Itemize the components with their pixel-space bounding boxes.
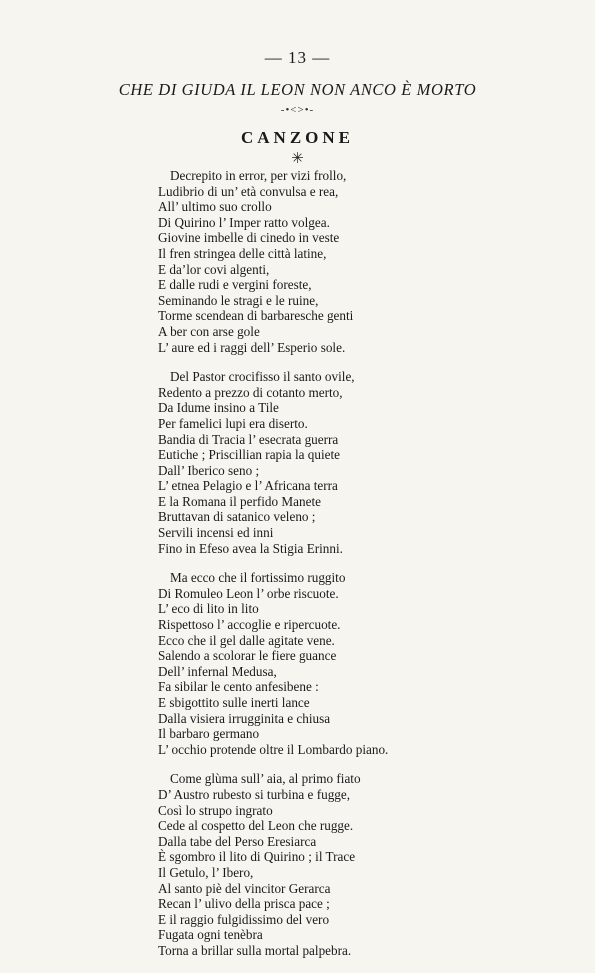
poem-line: Dalla visiera irrugginita e chiusa bbox=[158, 710, 331, 726]
poem-line: Al santo piè del vincitor Gerarca bbox=[158, 880, 331, 896]
poem-line: Come glùma sull’ aia, al primo fiato bbox=[170, 771, 361, 787]
poem-line: Dalla tabe del Perso Eresiarca bbox=[158, 833, 317, 849]
poem-line: È sgombro il lito di Quirino ; il Trace bbox=[158, 849, 356, 865]
rule-ornament: -•<>•- bbox=[280, 104, 315, 116]
poem-line: Fino in Efeso avea la Stigia Erinni. bbox=[158, 540, 343, 556]
poem-line: Bandia di Tracia l’ esecrata guerra bbox=[158, 431, 339, 447]
poem-body bbox=[158, 168, 578, 973]
poem-line: Dall’ Iberico seno ; bbox=[158, 462, 260, 478]
poem-line: E da’lor covi algenti, bbox=[158, 261, 270, 277]
stanza-1 bbox=[158, 168, 578, 355]
poem-line: E la Romana il perfido Manete bbox=[158, 493, 321, 509]
poem-line: E il raggio fulgidissimo del vero bbox=[158, 911, 330, 927]
poem-line: Seminando le stragi e le ruine, bbox=[158, 292, 319, 308]
poem-line: Di Romuleo Leon l’ orbe riscuote. bbox=[158, 585, 339, 601]
poem-line: D’ Austro rubesto si turbina e fugge, bbox=[158, 786, 351, 802]
poem-line: L’ aure ed i raggi dell’ Esperio sole. bbox=[158, 339, 346, 355]
poem-line: Redento a prezzo di cotanto merto, bbox=[158, 384, 343, 400]
poem-line: Da Idume insino a Tile bbox=[158, 400, 279, 416]
poem-line: Cede al cospetto del Leon che rugge. bbox=[158, 818, 354, 834]
poem-line: L’ etnea Pelagio e l’ Africana terra bbox=[158, 478, 338, 494]
poem-line: All’ ultimo suo crollo bbox=[158, 199, 272, 215]
poem-line: Torme scendean di barbaresche genti bbox=[158, 308, 354, 324]
poem-line: Rispettoso l’ accoglie e ripercuote. bbox=[158, 617, 341, 633]
poem-line: Il fren stringea delle città latine, bbox=[158, 245, 327, 261]
star-ornament-icon: ✳ bbox=[291, 151, 304, 167]
poem-line: Salendo a scolorar le fiere guance bbox=[158, 648, 337, 664]
poem-line: A ber con arse gole bbox=[158, 323, 260, 339]
poem-line: E sbigottito sulle inerti lance bbox=[158, 695, 310, 710]
poem-line: Fa sibilar le cento anfesibene : bbox=[158, 679, 319, 695]
poem-line: Ecco che il gel dalle agitate vene. bbox=[158, 632, 335, 648]
poem-line: Eutiche ; Priscillian rapia la quiete bbox=[158, 447, 340, 463]
poem-line: Recan l’ ulivo della prisca pace ; bbox=[158, 896, 330, 912]
stanza-2 bbox=[158, 369, 578, 556]
poem-line: L’ eco di lito in lito bbox=[158, 601, 259, 617]
poem-line: Torna a brillar sulla mortal palpebra. bbox=[158, 942, 352, 958]
poem-line: Di Quirino l’ Imper ratto volgea. bbox=[158, 214, 330, 230]
poem-line: Fugata ogni tenèbra bbox=[158, 927, 263, 943]
page-title: CHE DI GIUDA IL LEON NON ANCO È MORTO bbox=[118, 80, 477, 99]
poem-line: Ma ecco che il fortissimo ruggito bbox=[170, 570, 346, 586]
poem-line: Per famelici lupi era diserto. bbox=[158, 415, 308, 431]
poem-line: Servili incensi ed inni bbox=[158, 525, 274, 541]
poem-line: Dell’ infernal Medusa, bbox=[158, 663, 277, 679]
page-number: — 13 — bbox=[264, 48, 331, 67]
poem-line: Del Pastor crocifisso il santo ovile, bbox=[170, 369, 355, 385]
poem-line: E dalle rudi e vergini foreste, bbox=[158, 277, 312, 293]
poem-line: L’ occhio protende oltre il Lombardo piano. bbox=[158, 741, 389, 757]
poem-line: Ludibrio di un’ età convulsa e rea, bbox=[158, 183, 339, 199]
poem-line: Decrepito in error, per vizi frollo, bbox=[170, 168, 347, 183]
stanza-4 bbox=[158, 771, 578, 958]
section-heading: CANZONE bbox=[240, 128, 354, 147]
poem-line: Il barbaro germano bbox=[158, 726, 260, 742]
poem-line: Il Getulo, l’ Ibero, bbox=[158, 864, 254, 880]
poem-line: Giovine imbelle di cinedo in veste bbox=[158, 230, 340, 246]
poem-line: Bruttavan di satanico veleno ; bbox=[158, 509, 316, 525]
stanza-3 bbox=[158, 570, 578, 757]
poem-line: Così lo strupo ingrato bbox=[158, 802, 273, 818]
